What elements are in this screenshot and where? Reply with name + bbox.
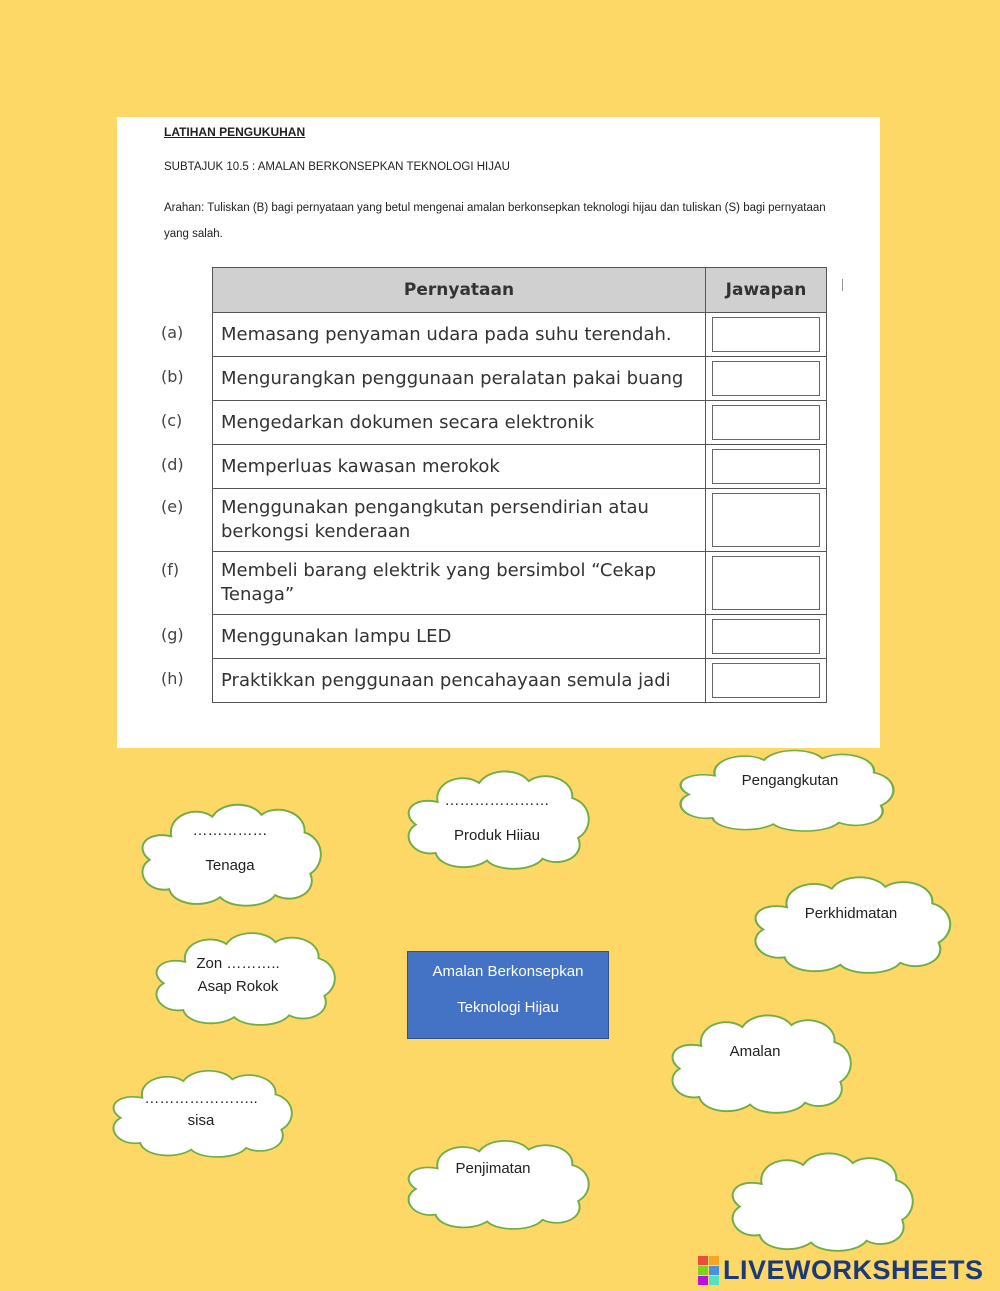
answer-cell <box>706 313 827 357</box>
mindmap-center-box <box>407 951 609 1039</box>
answer-cell <box>706 445 827 489</box>
statement-cell <box>161 313 706 357</box>
table-row <box>213 659 827 703</box>
cloud-zon-asap-rokok <box>146 928 342 1026</box>
logo-text: LIVEWORKSHEETS <box>723 1254 984 1285</box>
statement-text: Memperluas kawasan merokok <box>221 456 500 477</box>
statement-text: Praktikkan penggunaan pencahayaan semula jadi <box>221 670 671 691</box>
answer-input-h[interactable] <box>712 663 820 698</box>
cloud-shape <box>398 1136 596 1230</box>
center-title-line2: Teknologi Hijau <box>457 999 559 1016</box>
row-label: (c) <box>161 411 183 430</box>
answer-input-b[interactable] <box>712 361 820 396</box>
answer-cell <box>706 489 827 552</box>
answer-input-g[interactable] <box>712 619 820 654</box>
statement-cell <box>161 401 706 445</box>
answer-cell <box>706 615 827 659</box>
cloud-empty <box>722 1148 920 1252</box>
worksheet-sheet <box>117 117 880 748</box>
table-header-row <box>213 268 827 313</box>
cloud-text: Pengangkutan <box>741 772 839 789</box>
cloud-text-line1: Zon ……….. <box>196 955 280 972</box>
statement-cell <box>161 357 706 401</box>
cloud-text: Produk Hiiau <box>454 827 540 844</box>
statement-cell <box>161 489 706 552</box>
header-statement: Pernyataan <box>213 268 706 313</box>
margin-mark <box>842 279 843 291</box>
answer-input-d[interactable] <box>712 449 820 484</box>
cloud-tenaga <box>132 798 328 908</box>
statement-text: Mengedarkan dokumen secara elektronik <box>221 412 595 433</box>
statement-text: Membeli barang elektrik yang bersimbol “Cekap Tenaga” <box>221 560 657 605</box>
statement-cell <box>161 552 706 615</box>
row-label: (g) <box>161 625 184 644</box>
answer-cell <box>706 357 827 401</box>
table-row <box>213 313 827 357</box>
cloud-text-line2: Asap Rokok <box>197 978 279 995</box>
answer-cell <box>706 659 827 703</box>
statement-table <box>161 267 827 703</box>
table-row <box>213 489 827 552</box>
table-row <box>213 357 827 401</box>
row-label: (e) <box>161 497 184 516</box>
cloud-amalan <box>662 1010 858 1114</box>
cloud-text: sisa <box>187 1112 215 1129</box>
row-label: (a) <box>161 323 184 342</box>
statement-text: Menggunakan pengangkutan persendirian atau berkongsi kenderaan <box>221 497 649 542</box>
answer-input-a[interactable] <box>712 317 820 352</box>
cloud-sisa <box>103 1066 299 1158</box>
statement-text: Menggunakan lampu LED <box>221 626 452 647</box>
row-label: (b) <box>161 367 184 386</box>
table-row <box>213 552 827 615</box>
cloud-text: Penjimatan <box>455 1160 531 1177</box>
cloud-produk-hijau <box>398 766 596 870</box>
table-row <box>213 401 827 445</box>
answer-cell <box>706 552 827 615</box>
statement-text: Memasang penyaman udara pada suhu terendah. <box>221 324 672 345</box>
table-row <box>213 615 827 659</box>
statement-text: Mengurangkan penggunaan peralatan pakai buang <box>221 368 684 389</box>
cloud-shape <box>722 1148 920 1252</box>
answer-input-e[interactable] <box>712 493 820 547</box>
row-label: (h) <box>161 669 184 688</box>
row-label: (f) <box>161 560 180 579</box>
answer-cell <box>706 401 827 445</box>
header-answer: Jawapan <box>706 268 827 313</box>
row-label: (d) <box>161 455 184 474</box>
worksheet-subtopic: SUBTAJUK 10.5 : AMALAN BERKONSEPKAN TEKNOLOGI HIJAU <box>164 161 510 173</box>
cloud-pengangkutan <box>668 746 902 832</box>
cloud-perkhidmatan <box>744 872 958 974</box>
cloud-text: Tenaga <box>205 857 255 874</box>
cloud-text-blank: ………………… <box>444 792 550 809</box>
cloud-text-blank: ………………….. <box>144 1090 258 1107</box>
statement-cell <box>161 445 706 489</box>
cloud-shape <box>398 766 596 870</box>
cloud-text-blank: …………… <box>192 822 268 839</box>
answer-input-f[interactable] <box>712 556 820 610</box>
center-title-line1: Amalan Berkonsepkan <box>432 963 584 980</box>
cloud-shape <box>132 798 328 908</box>
worksheet-instruction: Arahan: Tuliskan (B) bagi pernyataan yang betul mengenai amalan berkonsepkan teknologi hijau dan tuliskan (S) bagi pernyataan yang salah. <box>164 202 826 240</box>
statement-cell <box>161 615 706 659</box>
liveworksheets-logo <box>698 1255 984 1285</box>
logo-icon <box>698 1256 719 1285</box>
cloud-text: Amalan <box>729 1043 781 1060</box>
statement-cell <box>161 659 706 703</box>
cloud-penjimatan <box>398 1136 596 1230</box>
cloud-text: Perkhidmatan <box>804 905 898 922</box>
table-row <box>213 445 827 489</box>
worksheet-heading: LATIHAN PENGUKUHAN <box>164 125 306 139</box>
answer-input-c[interactable] <box>712 405 820 440</box>
